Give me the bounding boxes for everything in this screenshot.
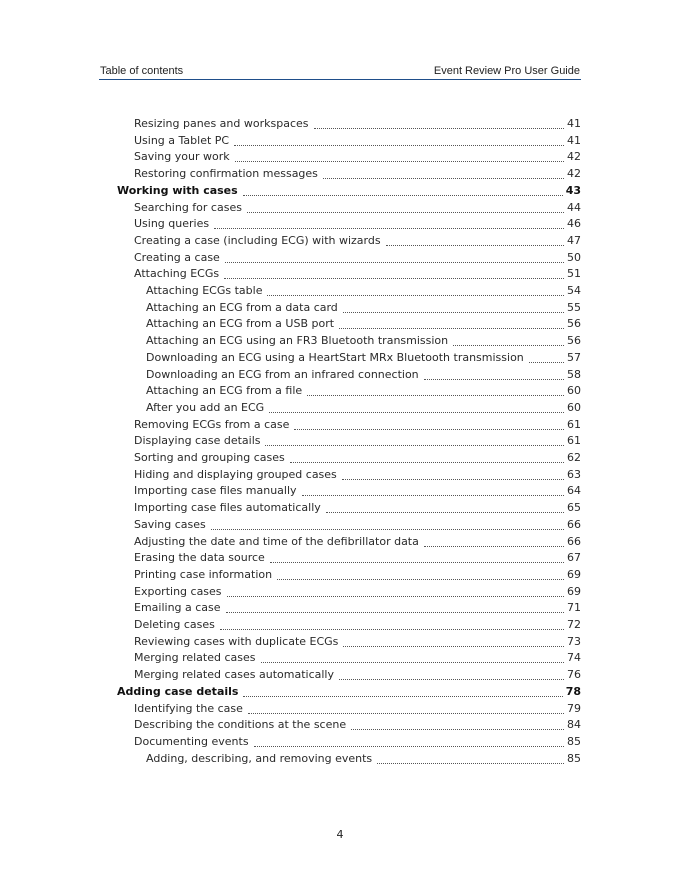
toc-entry-page-number: 79 (567, 701, 581, 715)
toc-entry[interactable] (134, 549, 581, 565)
dot-leader (225, 262, 564, 263)
toc-entry[interactable] (134, 649, 581, 665)
page-number: 4 (336, 828, 344, 841)
toc-entry[interactable] (134, 733, 581, 749)
toc-entry-title: Creating a case (134, 250, 220, 264)
toc-entry-page-number: 43 (565, 183, 581, 197)
dot-leader (226, 612, 564, 613)
toc-entry-page-number: 73 (567, 634, 581, 648)
toc-entry-title: Emailing a case (134, 601, 221, 615)
toc-entry-title: Restoring confirmation messages (134, 167, 318, 181)
toc-entry[interactable] (134, 416, 581, 432)
toc-entry-title: Creating a case (including ECG) with wizards (134, 233, 381, 247)
dot-leader (270, 562, 564, 563)
toc-entry[interactable] (134, 482, 581, 498)
toc-entry-title: Documenting events (134, 734, 249, 748)
dot-leader (277, 579, 564, 580)
toc-entry-page-number: 47 (567, 233, 581, 247)
dot-leader (243, 696, 562, 697)
toc-entry-page-number: 51 (567, 267, 581, 281)
toc-entry-page-number: 85 (567, 751, 581, 765)
toc-entry-page-number: 41 (567, 133, 581, 147)
toc-entry-page-number: 85 (567, 734, 581, 748)
toc-entry-page-number: 67 (567, 551, 581, 565)
toc-entry-title: Removing ECGs from a case (134, 417, 290, 431)
toc-entry-page-number: 66 (567, 517, 581, 531)
toc-entry-page-number: 58 (567, 367, 581, 381)
toc-entry-title: Attaching an ECG from a USB port (146, 317, 335, 331)
dot-leader (234, 145, 564, 146)
toc-entry[interactable] (134, 633, 581, 649)
toc-entry[interactable] (134, 132, 581, 148)
toc-entry-page-number: 42 (567, 150, 581, 164)
toc-entry-title: Printing case information (134, 567, 273, 581)
toc-entry[interactable] (134, 432, 581, 448)
dot-leader (302, 495, 564, 496)
dot-leader (261, 662, 565, 663)
dot-leader (307, 395, 564, 396)
toc-entry-title: After you add an ECG (146, 400, 265, 414)
toc-entry[interactable] (134, 265, 581, 281)
dot-leader (343, 646, 564, 647)
dot-leader (326, 512, 564, 513)
dot-leader (424, 546, 564, 547)
toc-entry[interactable] (134, 599, 581, 615)
toc-entry[interactable] (134, 566, 581, 582)
dot-leader (254, 746, 564, 747)
toc-entry[interactable] (146, 349, 581, 365)
toc-entry-title: Exporting cases (134, 584, 222, 598)
toc-entry-page-number: 57 (567, 350, 581, 364)
toc-entry-title: Hiding and displaying grouped cases (134, 467, 337, 481)
dot-leader (351, 729, 564, 730)
toc-entry[interactable] (134, 199, 581, 215)
toc-entry[interactable] (134, 249, 581, 265)
toc-entry-title: Attaching an ECG from a data card (146, 300, 338, 314)
toc-entry-title: Attaching an ECG using an FR3 Bluetooth transmission (146, 334, 449, 348)
toc-entry[interactable] (134, 583, 581, 599)
dot-leader (247, 212, 564, 213)
running-header (99, 64, 581, 80)
toc-entry[interactable] (134, 516, 581, 532)
toc-entry[interactable] (134, 215, 581, 231)
toc-entry[interactable] (146, 299, 581, 315)
dot-leader (342, 479, 564, 480)
toc-entry[interactable] (146, 399, 581, 415)
dot-leader (220, 629, 564, 630)
toc-entry[interactable] (134, 148, 581, 164)
toc-entry-page-number: 65 (567, 501, 581, 515)
toc-entry[interactable] (134, 666, 581, 682)
toc-entry[interactable] (134, 533, 581, 549)
toc-entry-title: Downloading an ECG using a HeartStart MRx Bluetooth transmission (146, 350, 524, 364)
toc-entry-title: Erasing the data source (134, 551, 265, 565)
toc-entry[interactable] (146, 382, 581, 398)
toc-entry-page-number: 50 (567, 250, 581, 264)
toc-entry-title: Using queries (134, 217, 210, 231)
dot-leader (267, 295, 564, 296)
dot-leader (294, 429, 564, 430)
toc-entry-title: Searching for cases (134, 200, 242, 214)
dot-leader (386, 245, 564, 246)
toc-entry-title: Attaching an ECG from a file (146, 384, 303, 398)
dot-leader (529, 362, 564, 363)
toc-entry-page-number: 61 (567, 417, 581, 431)
dot-leader (227, 596, 564, 597)
dot-leader (248, 713, 564, 714)
toc-entry-page-number: 56 (567, 317, 581, 331)
toc-entry-page-number: 55 (567, 300, 581, 314)
toc-entry-title: Adjusting the date and time of the defibrillator data (134, 534, 419, 548)
dot-leader (243, 195, 563, 196)
dot-leader (224, 278, 564, 279)
toc-entry-page-number: 62 (567, 451, 581, 464)
toc-section-entry[interactable] (117, 683, 581, 699)
header-section-title: Table of contents (100, 65, 184, 77)
toc-entry-title: Merging related cases (134, 651, 256, 665)
toc-entry-title: Importing case files manually (134, 484, 297, 498)
toc-entry-title: Attaching ECGs table (146, 284, 263, 297)
toc-entry[interactable] (146, 366, 581, 382)
toc-entry-title: Describing the conditions at the scene (134, 718, 347, 732)
toc-entry-page-number: 46 (567, 217, 581, 231)
toc-entry-page-number: 56 (567, 334, 581, 348)
toc-entry-page-number: 61 (567, 434, 581, 448)
toc-entry-title: Displaying case details (134, 434, 261, 448)
toc-entry[interactable] (146, 315, 581, 331)
toc-entry[interactable] (134, 716, 581, 732)
toc-entry-title: Saving cases (134, 517, 206, 531)
toc-entry-title: Adding, describing, and removing events (146, 751, 373, 765)
toc-entry-title: Saving your work (134, 150, 230, 164)
toc-entry-title: Sorting and grouping cases (134, 451, 285, 464)
toc-entry-title: Merging related cases automatically (134, 668, 334, 682)
toc-entry[interactable] (146, 282, 581, 298)
toc-entry-page-number: 64 (567, 484, 581, 498)
dot-leader (214, 228, 564, 229)
dot-leader (290, 462, 564, 463)
dot-leader (211, 529, 564, 530)
toc-entry-title: Identifying the case (134, 701, 243, 715)
toc-entry-page-number: 69 (567, 584, 581, 598)
toc-entry-title: Importing case files automatically (134, 501, 321, 515)
toc-entry[interactable] (134, 466, 581, 482)
dot-leader (377, 763, 564, 764)
toc-entry[interactable] (134, 700, 581, 716)
toc-entry-page-number: 66 (567, 534, 581, 548)
dot-leader (339, 679, 564, 680)
header-document-title: Event Review Pro User Guide (433, 65, 580, 77)
dot-leader (314, 128, 565, 129)
dot-leader (269, 412, 564, 413)
toc-entry-title: Deleting cases (134, 618, 215, 631)
toc-entry[interactable] (146, 332, 581, 348)
toc-entry-page-number: 76 (567, 668, 581, 682)
toc-entry-page-number: 44 (567, 200, 581, 214)
toc-entry-title: Resizing panes and workspaces (134, 117, 309, 130)
toc-entry[interactable] (146, 750, 581, 766)
dot-leader (424, 379, 564, 380)
toc-entry-page-number: 78 (565, 684, 581, 698)
toc-entry[interactable] (134, 499, 581, 515)
toc-entry-page-number: 54 (567, 284, 581, 297)
toc-entry-page-number: 42 (567, 167, 581, 181)
toc-entry-title: Adding case details (117, 684, 239, 698)
toc-entry-page-number: 84 (567, 718, 581, 732)
toc-entry[interactable] (134, 115, 581, 131)
toc-entry-page-number: 60 (567, 400, 581, 414)
dot-leader (343, 312, 564, 313)
dot-leader (235, 161, 564, 162)
toc-entry-page-number: 74 (567, 651, 581, 665)
toc-entry-page-number: 41 (567, 117, 581, 130)
toc-entry-page-number: 71 (567, 601, 581, 615)
toc-entry-title: Working with cases (117, 183, 238, 197)
toc-entry-page-number: 69 (567, 567, 581, 581)
dot-leader (453, 345, 564, 346)
toc-entry-title: Reviewing cases with duplicate ECGs (134, 634, 339, 648)
toc-entry[interactable] (134, 616, 581, 632)
toc-entry-title: Attaching ECGs (134, 267, 220, 281)
toc-section-entry[interactable] (117, 182, 581, 198)
toc-entry-title: Downloading an ECG from an infrared connection (146, 367, 419, 381)
toc-entry[interactable] (134, 232, 581, 248)
toc-entry-page-number: 72 (567, 618, 581, 631)
dot-leader (265, 445, 564, 446)
toc-entry-title: Using a Tablet PC (134, 133, 230, 147)
toc-entry[interactable] (134, 165, 581, 181)
toc-entry-page-number: 60 (567, 384, 581, 398)
toc-entry[interactable] (134, 449, 581, 465)
dot-leader (323, 178, 564, 179)
toc-entry-page-number: 63 (567, 467, 581, 481)
dot-leader (339, 328, 564, 329)
